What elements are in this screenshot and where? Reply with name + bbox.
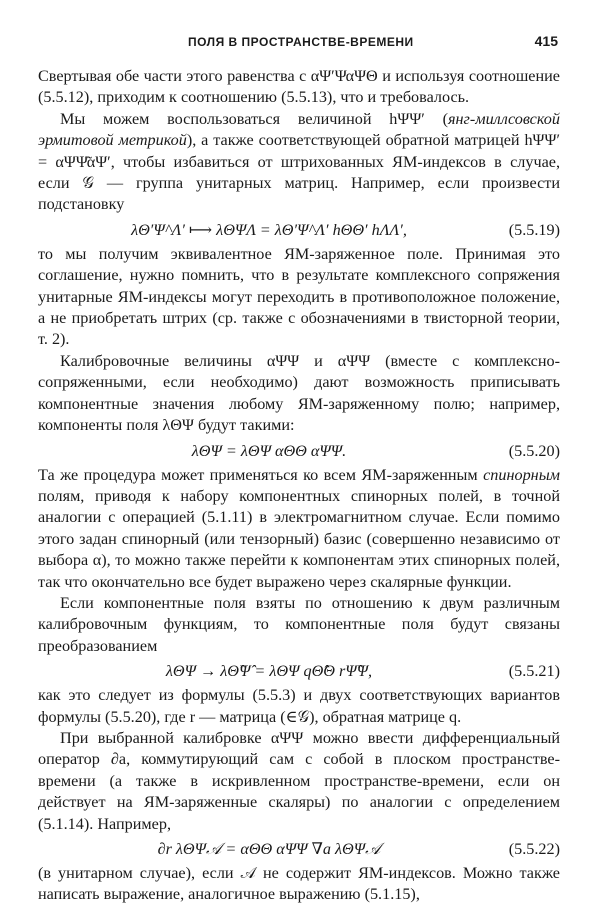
equation-number: (5.5.21) [508,662,560,681]
equation [38,438,560,464]
paragraph [38,465,560,593]
paragraph: (в унитарном случае), если 𝒜 не содержит ЯМ-индексов. Можно также написать выражение, аналогичное выражению (5.1.15), [38,864,560,904]
paragraph: При выбранной калибровке αΨΨ можно ввести дифференциальный оператор ∂a, коммутирующий сам с собой в плоском пространстве-времени (а также в искривленном пространстве-времени, если он действует на ЯМ-заряженные скаляры) по аналогии с определением (5.1.14). Например, [38,728,560,833]
page-number: 415 [534,33,558,49]
paragraph: Если компонентные поля взяты по отношению к двум различным калибровочным функциям, то компонентные поля будут связаны преобразованием [38,593,560,655]
equation-formula: λΘΨ → λΘ̂Ψ̂ = λΘΨ qΘ̂Θ rΨ̂Ψ, [165,662,373,681]
running-title: ПОЛЯ В ПРОСТРАНСТВЕ-ВРЕМЕНИ [188,35,414,49]
paragraph-text: полям, приводя к набору компонентных спинорных полей, в точной аналогии с операцией (5.1.11) в электромагнитном случае. Если помимо этого задан спинорный (или тензорный) базис (совершенно независимо от выбора α), то можно также перейти к компонентам этих спинорных полей, так что окончательно все будет выражено через скалярные функции. [38,486,560,591]
paragraph: Калибровочные величины αΨΨ и αΨΨ (вместе с комплексно-сопряженными, если необходимо) дают возможность приписывать компонентные значения любому ЯМ-заряженному полю; например, компоненты поля λΘΨ будут такими: [38,351,560,435]
paragraph-text: Та же процедура может применяться ко всем ЯМ-заряженным [38,465,484,484]
equation-number: (5.5.20) [508,441,560,460]
paragraph-text: Мы можем воспользоваться величиной hΨΨ′ ( [60,109,448,128]
paragraph: то мы получим эквивалентное ЯМ-заряженное поле. Принимая это соглашение, нужно помнить, что в результате комплексного сопряжения унитарные ЯМ-индексы могут переходить в противоположное положение, а не приобретать штрих (ср. также с обозначениями в твисторной теории, т. 2). [38,244,560,349]
paragraph: как это следует из формулы (5.5.3) и двух соответствующих вариантов формулы (5.5.20), где r — матрица (∈𝒢), обратная матрице q. [38,686,560,726]
equation-number: (5.5.19) [508,220,560,239]
paragraph: Свертывая обе части этого равенства с αΨ′ΨαΨΘ и используя соотношение (5.5.12), приходим к соотношению (5.5.13), что и требовалось. [38,67,560,107]
equation [38,217,560,243]
equation-formula: λΘΨ = λΘΨ αΘΘ αΨΨ. [191,441,347,460]
page-body [38,66,560,906]
equation-formula: λΘ′Ψ^Λ′ ⟼ λΘΨΛ = λΘ′Ψ^Λ′ hΘΘ′ hΛΛ′, [131,220,407,239]
equation [38,658,560,684]
emphasized-term: спинорным [483,465,560,484]
equation-formula: ∂r λΘΨ𝒜 = αΘΘ αΨΨ ∇a λΘΨ𝒜 [157,840,381,858]
emphasized-term: янг-миллсовской эрмитовой метрикой [38,109,560,150]
book-page [38,30,560,906]
page-header [38,30,560,54]
paragraph [38,109,560,216]
equation [38,836,560,862]
equation-number: (5.5.22) [508,840,560,858]
paragraph-text: ), а также соответствующей обратной матрицей hΨΨ′ = αΨΨ̃αΨ′, чтобы избавиться от штрихованных ЯМ-индексов в случае, если 𝒢 — группа унитарных матриц. Например, если произвести подстановку [38,131,560,214]
